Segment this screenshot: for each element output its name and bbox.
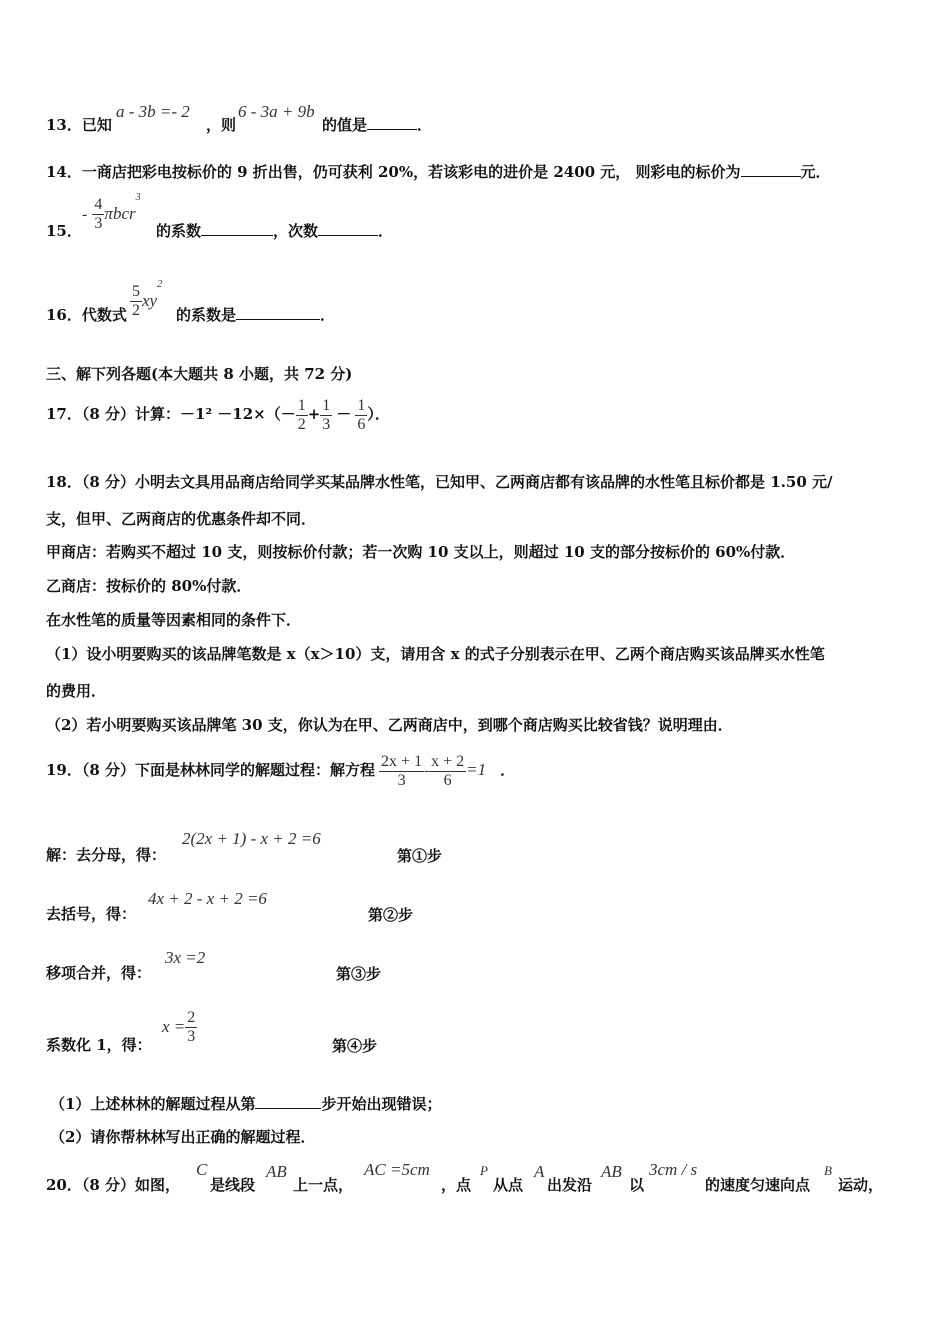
q15-monomial: - $\frac{4}{3}$ πbcr$^3$ [82, 192, 141, 232]
q20-t7: 的速度匀速向点 [705, 1176, 811, 1194]
answer-blank [367, 115, 417, 130]
q20-t8: 运动， [838, 1176, 884, 1194]
answer-blank [318, 221, 378, 236]
q18-line-5: 在水性笔的质量等因素相同的条件下． [46, 611, 302, 629]
q19-part2: （2）请你帮林林写出正确的解题过程． [50, 1128, 316, 1146]
q13-expr1: a - 3b =- 2 [116, 102, 190, 121]
speed: 3cm / s [649, 1160, 698, 1179]
q18-line-6: （1）设小明要购买的该品牌笔数是 x（x＞10）支，请用含 x 的式子分别表示在甲、乙两个商店购买该品牌买水性笔 [46, 645, 825, 663]
q15-tail: 的系数 ，次数 ． [156, 222, 394, 240]
q19-step1-eq: 2(2x + 1) - x + 2 =6 [182, 829, 321, 848]
q20-t4: 从点 [493, 1176, 524, 1194]
fraction: $\frac{5}{2}$ [132, 283, 140, 319]
section-title: 三、解下列各题(本大题共 8 小题，共 72 分) [46, 365, 353, 383]
point-a: A [534, 1162, 545, 1181]
q19-step1-tag: 第①步 [397, 847, 443, 865]
fraction: $\frac{2}{3}$ [187, 1009, 196, 1045]
q19-step1-label: 解：去分母，得： [46, 846, 167, 864]
q20-t2: 上一点， [293, 1176, 354, 1194]
q19-step2-tag: 第②步 [368, 906, 414, 924]
q18-line-2: 支，但甲、乙两商店的优惠条件却不同． [46, 510, 317, 528]
q20-t3: ，点 [441, 1176, 472, 1194]
fraction: $\frac{1}{2}$ [297, 396, 306, 433]
point-c: C [196, 1160, 208, 1179]
q19-step4-label: 系数化 1，得： [46, 1036, 152, 1054]
fraction: $\frac{1}{3}$ [322, 396, 331, 433]
fraction: $\frac{4}{3}$ [94, 196, 103, 232]
q13-mid: ，则 [206, 116, 237, 134]
point-p: P [480, 1163, 488, 1178]
q19-step3-eq: 3x =2 [165, 948, 206, 967]
q13-tail: 的值是 ． [322, 116, 433, 134]
fraction: $\frac{1}{6}$ [357, 396, 366, 433]
q14-line: 14．一商店把彩电按标价的 9 折出售，仍可获利 20%，若该彩电的进价是 2400 元， 则彩电的标价为 元． [46, 163, 831, 181]
answer-blank [236, 305, 320, 320]
q18-line-4: 乙商店：按标价的 80%付款． [46, 577, 252, 595]
ac-length: AC =5cm [364, 1160, 430, 1179]
q20-t6: 以 [629, 1176, 645, 1194]
answer-blank [255, 1094, 321, 1109]
q18-line-1: 18．（8 分）小明去文具用品商店给同学买某品牌水性笔，已知甲、乙两商店都有该品牌的水性笔且标价都是 1.50 元/ [46, 473, 833, 491]
q18-line-7: 的费用． [46, 682, 107, 700]
q20-t1: 是线段 [210, 1176, 256, 1194]
fraction: $\frac{x + 2}{6}$ [431, 752, 465, 789]
q13-line [46, 115, 112, 135]
q19-line: 19．（8 分）下面是林林同学的解题过程：解方程 $\frac{2x + 1}{3}$ - $\frac{x + 2}{6}$ =1 ． [46, 752, 516, 789]
q17-line: 17．（8 分）计算：－1² －12×（－ $\frac{1}{2}$ + $\frac{1}{3}$ － $\frac{1}{6}$ ）． [46, 396, 390, 433]
answer-blank [201, 221, 273, 236]
segment-ab: AB [266, 1162, 287, 1181]
q19-step2-eq: 4x + 2 - x + 2 =6 [148, 889, 267, 908]
q19-step2-label: 去括号，得： [46, 905, 137, 923]
q16-monomial: $\frac{5}{2}$ $xy^2$ [132, 279, 163, 319]
q19-step3-label: 移项合并，得： [46, 964, 152, 982]
q20-t5: 出发沿 [547, 1176, 593, 1194]
q19-step3-tag: 第③步 [336, 965, 382, 983]
answer-blank [741, 162, 801, 177]
q18-line-3: 甲商店：若购买不超过 10 支，则按标价付款；若一次购 10 支以上，则超过 10 支的部分按标价的 60%付款． [46, 543, 796, 561]
q19-part1: （1）上述林林的解题过程从第 步开始出现错误； [50, 1095, 442, 1113]
fraction: $\frac{2x + 1}{3}$ [381, 752, 423, 789]
point-b: B [824, 1163, 832, 1178]
q20-prefix: 20．（8 分）如图， [46, 1176, 181, 1194]
q16-tail: 的系数是 ． [176, 306, 336, 324]
q18-line-8: （2）若小明要购买该品牌笔 30 支，你认为在甲、乙两商店中，到哪个商店购买比较省钱？说明理由． [46, 716, 733, 734]
q19-step4-tag: 第④步 [332, 1037, 378, 1055]
q13-label: 13．已知 [46, 116, 112, 134]
segment-ab-2: AB [601, 1162, 622, 1181]
q16-line: 16．代数式 [46, 306, 127, 324]
q15-line: 15． [46, 222, 82, 240]
q19-step4-eq: x = $\frac{2}{3}$ [162, 1009, 196, 1045]
q13-expr2: 6 - 3a + 9b [238, 102, 315, 121]
